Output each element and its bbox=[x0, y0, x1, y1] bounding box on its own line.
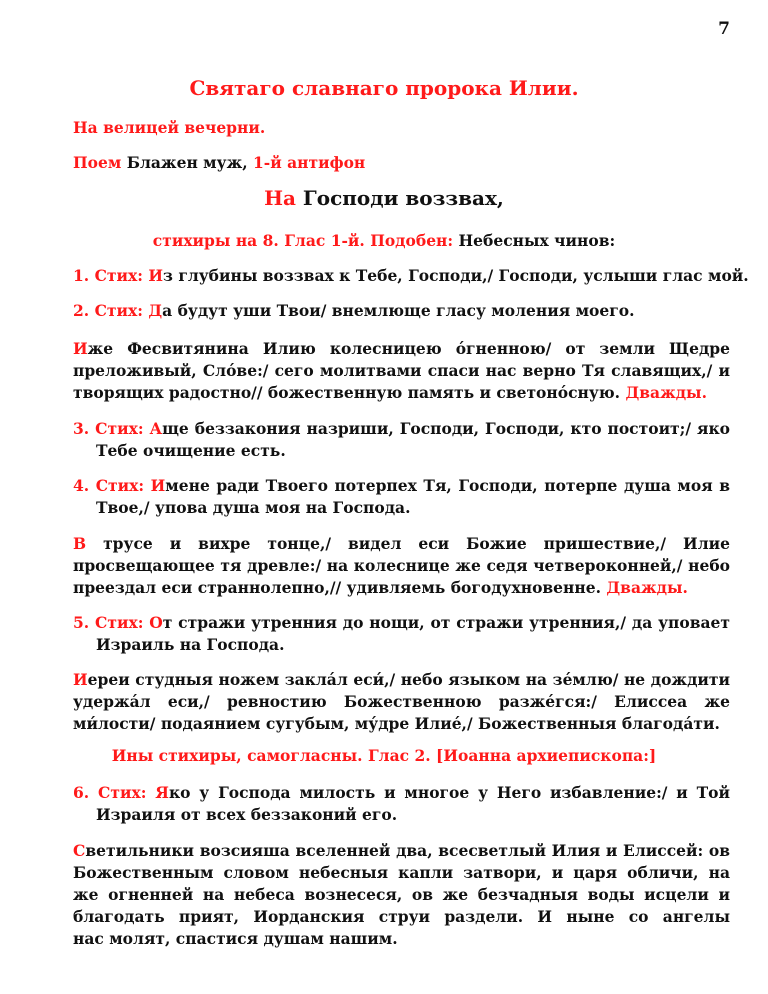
verse-6-text-1: ко у Господа милость и многое у Него избавление:/ и Той bbox=[168, 783, 730, 802]
stichera-3-initial: И bbox=[73, 670, 88, 689]
verse-4-line-2: Твое,/ упова душа моя на Господа. bbox=[96, 498, 411, 517]
stichera-3-line-3: ми́лости/ подаянием сугубым, му́дре Илие́,/ Божественныя благода́ти. bbox=[73, 714, 720, 733]
antiphon-red-1: Поем bbox=[73, 153, 122, 172]
stichera-2-text-3: преездал еси страннолепно,// удивляемь богодухновенне. bbox=[73, 578, 607, 597]
verse-3-text-1: ще беззакония назриши, Господи, Господи, кто постоит;/ яко bbox=[162, 419, 730, 438]
page-number: 7 bbox=[718, 19, 730, 39]
verse-5-text-1: т стражи утренния до нощи, от стражи утренния,/ да уповает bbox=[162, 613, 730, 632]
stichera-2-initial: В bbox=[73, 534, 87, 553]
verse-2-text: а будут уши Твои/ внемлюще гласу моления моего. bbox=[162, 301, 635, 320]
verse-1-text: з глубины воззвах к Тебе, Господи,/ Господи, услыши глас мой. bbox=[163, 266, 749, 285]
lord-i-call-red: На bbox=[264, 186, 296, 210]
stichera-4-line-4: благодать прият, Иорданския струи раздели. И ныне со ангелы bbox=[73, 907, 730, 926]
verse-6-line-2: Израиля от всех беззаконий его. bbox=[96, 805, 398, 824]
verse-3-line-1 bbox=[73, 418, 730, 440]
antiphon-black: Блажен муж, bbox=[121, 153, 254, 172]
verse-3-label: 3. Стих: А bbox=[73, 419, 163, 438]
verse-6-label: 6. Стих: Я bbox=[73, 783, 169, 802]
verse-4-label: 4. Стих: И bbox=[73, 476, 166, 495]
verse-5-line-2: Израиль на Господа. bbox=[96, 635, 285, 654]
verse-5-label: 5. Стих: О bbox=[73, 613, 163, 632]
verse-4-text-1: мене ради Твоего потерпех Тя, Господи, потерпе душа моя в bbox=[165, 476, 730, 495]
verse-2-label: 2. Стих: Д bbox=[73, 301, 163, 320]
stichera-heading bbox=[0, 230, 768, 252]
stichera-2-line-1 bbox=[73, 533, 730, 555]
idiomela-heading: Ины стихиры, самогласны. Глас 2. [Иоанна архиепископа:] bbox=[111, 746, 657, 765]
stichera-1-text-3: творящих радостно// божественную память и светоно́сную. bbox=[73, 383, 626, 402]
verse-6-line-1 bbox=[73, 782, 730, 804]
stichera-2-line-3 bbox=[73, 577, 730, 599]
verse-3-line-2: Тебе очищение есть. bbox=[96, 441, 286, 460]
antiphon-line bbox=[73, 152, 730, 174]
stichera-heading-black: Небесных чинов: bbox=[453, 231, 616, 250]
stichera-heading-red: стихиры на 8. Глас 1-й. Подобен: bbox=[152, 231, 454, 250]
stichera-1-line-1 bbox=[73, 338, 730, 360]
stichera-1-line-3 bbox=[73, 382, 730, 404]
verse-1-label: 1. Стих: И bbox=[73, 266, 164, 285]
stichera-3-line-1 bbox=[73, 669, 730, 691]
verse-5-line-1 bbox=[73, 612, 730, 634]
verse-4-line-1 bbox=[73, 475, 730, 497]
vespers-heading: На велицей вечерни. bbox=[73, 118, 266, 137]
stichera-1-initial: И bbox=[73, 339, 88, 358]
verse-1 bbox=[73, 265, 749, 287]
stichera-3-line-2: удержа́л еси,/ ревностию Божественною разже́гся:/ Елиссеа же bbox=[73, 692, 730, 711]
stichera-4-line-1 bbox=[73, 840, 730, 862]
stichera-3-text-1: ереи студныя ножем закла́л еси́,/ небо языком на зе́млю/ не дождити bbox=[87, 670, 730, 689]
lord-i-call-heading bbox=[0, 187, 768, 209]
stichera-1-line-2: преложивый, Сло́ве:/ сего молитвами спаси нас верно Тя славящих,/ и bbox=[73, 361, 730, 380]
page-title: Святаго славнаго пророка Илии. bbox=[189, 76, 579, 100]
stichera-4-line-2: Божественным словом небесныя капли затвори, и царя обличи, на bbox=[73, 863, 730, 882]
antiphon-red-2: 1-й антифон bbox=[253, 153, 366, 172]
stichera-1-repeat: Дважды. bbox=[625, 383, 707, 402]
lord-i-call-black: Господи воззвах, bbox=[295, 186, 504, 210]
stichera-2-text-1: трусе и вихре тонце,/ видел еси Божие пришествие,/ Илие bbox=[103, 534, 730, 553]
stichera-4-line-5: нас молят, спастися душам нашим. bbox=[73, 929, 398, 948]
stichera-4-initial: С bbox=[73, 841, 86, 860]
stichera-2-repeat: Дважды. bbox=[606, 578, 688, 597]
stichera-4-text-1: ветильники возсияша вселенней два, всесветлый Илия и Елиссей: ов bbox=[85, 841, 730, 860]
stichera-1-text-1: же Фесвитянина Илию колесницею о́гненною/ от земли Щедре bbox=[87, 339, 730, 358]
stichera-4-line-3: же огненней на небеса вознесеся, ов же безчадныя воды исцели и bbox=[73, 885, 730, 904]
stichera-2-line-2: просвещающее тя древле:/ на колеснице же седя четвероконней,/ небо bbox=[73, 556, 730, 575]
verse-2 bbox=[73, 300, 730, 322]
